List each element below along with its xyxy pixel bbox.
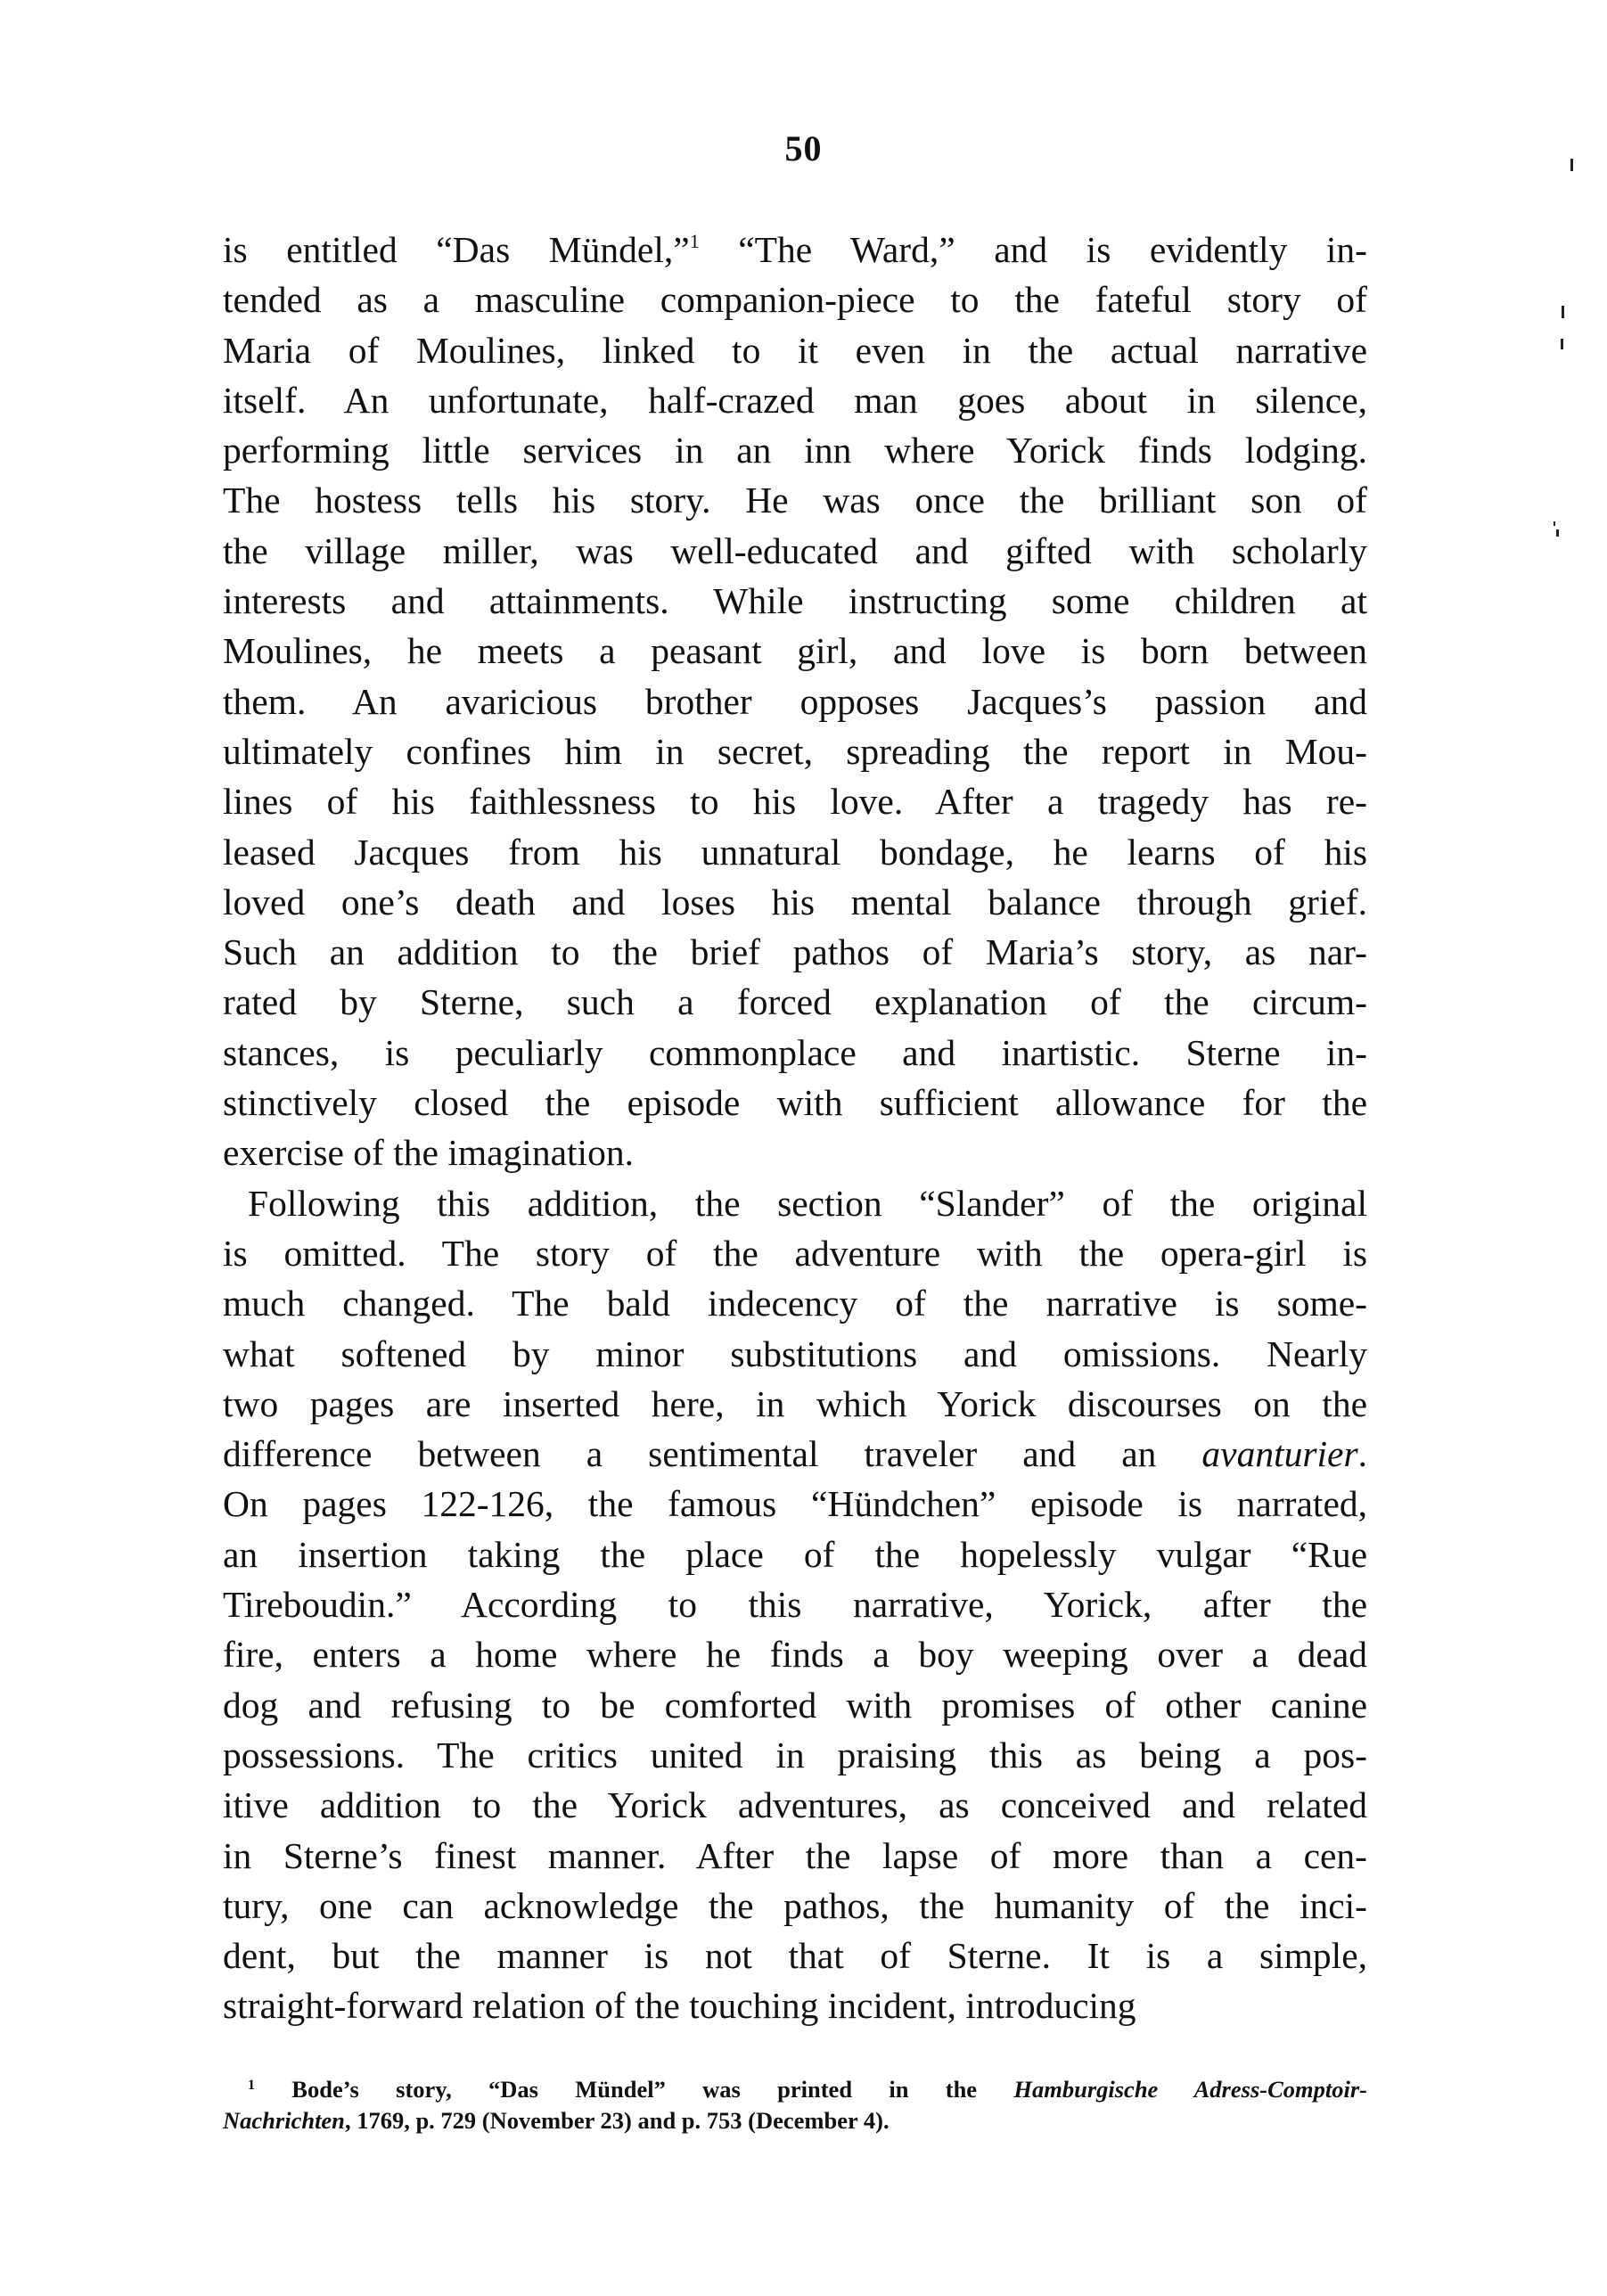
line-text: Such an addition to the brief pathos of Maria’s story, as nar- [223,931,1367,973]
line-text: ultimately confines him in secret, spreading the report in Mou- [223,730,1367,772]
body-text [223,225,1367,2031]
line-text: difference between a sentimental traveler and an [223,1433,1202,1475]
line-text: The hostess tells his story. He was once the brilliant son of [223,480,1367,521]
line-text: in Sterne’s finest manner. After the lapse of more than a cen- [223,1834,1367,1876]
footnote-line [223,2105,1367,2136]
line-text: possessions. The critics united in praising this as being a pos- [223,1734,1367,1775]
text-line [223,877,1367,927]
line-text: interests and attainments. While instructing some children at [223,580,1367,622]
text-line [223,927,1367,977]
line-text: dog and refusing to be comforted with promises of other canine [223,1684,1367,1726]
text-line [223,1831,1367,1881]
line-text: stinctively closed the episode with sufficient allowance for the [223,1082,1367,1124]
line-text: two pages are inserted here, in which Yorick discourses on the [223,1382,1367,1424]
scan-mark [1561,339,1563,349]
text-line [223,576,1367,626]
text-line [223,1028,1367,1078]
footnote-text: , 1769, p. 729 (November 23) and p. 753 (December 4). [344,2107,890,2134]
line-text: lines of his faithlessness to his love. After a tragedy has re- [223,781,1367,823]
line-text: Maria of Moulines, linked to it even in the actual narrative [223,329,1367,371]
text-line [223,1379,1367,1429]
line-text: Tireboudin.” According to this narrative, Yorick, after the [223,1584,1367,1626]
scan-mark [1556,529,1559,537]
line-text: Following this addition, the section “Slander” of the original [248,1182,1367,1224]
text-line [223,626,1367,676]
text-line [223,1579,1367,1629]
text-line [223,526,1367,576]
line-text: performing little services in an inn where Yorick finds lodging. [223,430,1367,472]
text-line [223,1078,1367,1128]
footnote-line [223,2074,1367,2105]
line-text: an insertion taking the place of the hopelessly vulgar “Rue [223,1533,1367,1575]
footnote-publication-title: Hamburgische Adress-Comptoir- [1013,2076,1367,2103]
scan-mark [1554,521,1555,526]
line-text: the village miller, was well-educated and gifted with scholarly [223,529,1367,571]
line-text: On pages 122-126, the famous “Hündchen” episode is narrated, [223,1483,1367,1525]
text-line [223,425,1367,475]
text-line [223,1931,1367,1980]
line-text: is entitled “Das Mündel,” [223,229,690,270]
line-text: itive addition to the Yorick adventures, as conceived and related [223,1784,1367,1826]
line-text: leased Jacques from his unnatural bondage, he learns of his [223,831,1367,873]
footnote-text: Bode’s story, “Das Mündel” was printed in the [255,2076,1014,2103]
page-number: 50 [784,128,823,168]
text-line [223,225,1367,275]
line-text: stances, is peculiarly commonplace and inartistic. Sterne in- [223,1031,1367,1073]
text-line [223,375,1367,425]
text-line [223,1529,1367,1579]
line-text: exercise of the imagination. [223,1132,634,1174]
scan-mark [1570,159,1573,171]
line-text: much changed. The bald indecency of the narrative is some- [223,1283,1367,1324]
text-line [223,1980,1367,2030]
text-line [223,1128,1367,1177]
text-line [223,977,1367,1027]
line-text: them. An avaricious brother opposes Jacques’s passion and [223,680,1367,722]
text-line [223,275,1367,324]
text-line [223,1881,1367,1931]
text-line [223,325,1367,375]
text-line [223,1479,1367,1529]
footnote-mark: 1 [248,2078,255,2093]
line-text: is omitted. The story of the adventure with the opera-girl is [223,1232,1367,1274]
text-line [223,1780,1367,1830]
line-text: fire, enters a home where he finds a boy weeping over a dead [223,1634,1367,1676]
line-text: . [1357,1433,1367,1475]
text-line [223,776,1367,826]
paragraph [223,225,1367,1178]
line-text: tury, one can acknowledge the pathos, the humanity of the inci- [223,1884,1367,1926]
paragraph [223,1178,1367,2031]
text-line [223,726,1367,776]
line-text: loved one’s death and loses his mental balance through grief. [223,881,1367,922]
footnotes [223,2074,1367,2136]
text-line [223,1730,1367,1780]
line-text: tended as a masculine companion-piece to the fateful story of [223,279,1367,321]
text-line [223,1629,1367,1679]
text-line [223,827,1367,877]
text-line [223,475,1367,525]
text-line [223,1680,1367,1730]
footnote-publication-title: Nachrichten [223,2107,345,2134]
line-text: “The Ward,” and is evidently in- [699,229,1368,270]
text-line [223,1329,1367,1379]
line-text: dent, but the manner is not that of Sterne. It is a simple, [223,1935,1367,1977]
line-text: what softened by minor substitutions and omissions. Nearly [223,1332,1367,1374]
text-line [223,676,1367,726]
text-line [223,1228,1367,1278]
scan-mark [1562,306,1564,318]
text-line [223,1429,1367,1479]
line-text: rated by Sterne, such a forced explanation of the circum- [223,981,1367,1023]
line-text: Moulines, he meets a peasant girl, and love is born between [223,630,1367,672]
footnote-reference[interactable]: 1 [689,230,700,252]
italic-term: avanturier [1201,1433,1358,1475]
line-text: itself. An unfortunate, half-crazed man goes about in silence, [223,379,1367,421]
text-line [223,1278,1367,1328]
text-line [223,1178,1367,1228]
line-text: straight-forward relation of the touching incident, introducing [223,1985,1136,2027]
